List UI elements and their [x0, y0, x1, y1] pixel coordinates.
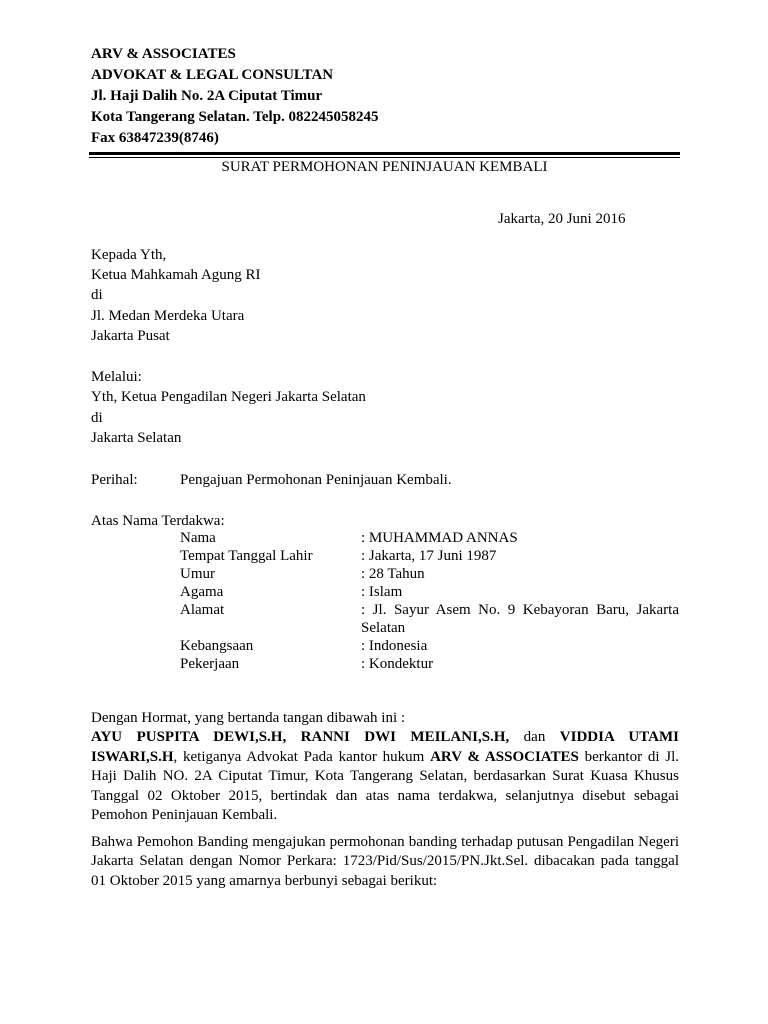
- subject-label: Perihal:: [91, 472, 138, 488]
- recipient-line: Ketua Mahkamah Agung RI: [91, 267, 261, 283]
- defendant-birth-label: Tempat Tanggal Lahir: [180, 548, 313, 564]
- defendant-birth-value: : Jakarta, 17 Juni 1987: [361, 548, 497, 564]
- recipient-line: Kepada Yth,: [91, 247, 167, 263]
- body-paragraph-2: Bahwa Pemohon Banding mengajukan permohonan banding terhadap putusan Pengadilan Negeri Jakarta Selatan dengan Nomor Perkara: 1723/Pid/Sus/2015/PN.Jkt.Sel. dibacakan pada tanggal 01 Oktober 2015 yang amarnya berbunyi sebagai berikut:: [91, 834, 679, 889]
- firm-address: Jl. Haji Dalih No. 2A Ciputat Timur: [91, 88, 323, 104]
- via-line: di: [91, 410, 103, 426]
- firm-city-phone: Kota Tangerang Selatan. Telp. 082245058245: [91, 109, 379, 125]
- defendant-nationality-label: Kebangsaan: [180, 638, 254, 654]
- via-line: Yth, Ketua Pengadilan Negeri Jakarta Selatan: [91, 389, 366, 405]
- firm-subtitle: ADVOKAT & LEGAL CONSULTAN: [91, 67, 334, 83]
- defendant-religion-value: : Islam: [361, 584, 403, 600]
- defendant-age-label: Umur: [180, 566, 215, 582]
- defendant-heading: Atas Nama Terdakwa:: [91, 513, 225, 529]
- body-paragraph-1: [91, 709, 679, 825]
- letterhead-rule-thick: [89, 152, 680, 155]
- via-line: Jakarta Selatan: [91, 430, 182, 446]
- p1-firm: ARV & ASSOCIATES: [430, 748, 579, 765]
- letter-date: Jakarta, 20 Juni 2016: [498, 211, 626, 227]
- defendant-occupation-label: Pekerjaan: [180, 656, 240, 672]
- firm-fax: Fax 63847239(8746): [91, 130, 219, 146]
- via-line: Melalui:: [91, 369, 142, 385]
- p1-mid: , ketiganya Advokat Pada kantor hukum: [173, 748, 431, 765]
- p1-rest: berkantor di Jl. Haji Dalih NO. 2A Ciputat Timur, Kota Tangerang Selatan, berdasarkan Surat Kuasa Khusus Tanggal 02 Oktober 2015, bertindak dan atas nama terdakwa, selanjutnya disebut sebagai Pemohon Peninjauan Kembali.: [91, 748, 679, 824]
- defendant-age-value: : 28 Tahun: [361, 566, 425, 582]
- defendant-occupation-value: : Kondektur: [361, 656, 434, 672]
- defendant-nationality-value: : Indonesia: [361, 638, 428, 654]
- recipient-line: di: [91, 287, 103, 303]
- letter-title: SURAT PERMOHONAN PENINJAUAN KEMBALI: [221, 159, 548, 175]
- defendant-address-label: Alamat: [180, 602, 225, 618]
- defendant-address-value: : Jl. Sayur Asem No. 9 Kebayoran Baru, Jakarta Selatan: [361, 602, 679, 636]
- recipient-line: Jl. Medan Merdeka Utara: [91, 308, 245, 324]
- defendant-name-label: Nama: [180, 530, 216, 546]
- p1-name3: VIDDIA UTAMI ISWARI,S.H: [91, 729, 679, 765]
- subject-value: Pengajuan Permohonan Peninjauan Kembali.: [180, 472, 452, 488]
- p1-dan: dan: [509, 729, 560, 746]
- firm-name: ARV & ASSOCIATES: [91, 46, 236, 62]
- p1-intro: Dengan Hormat, yang bertanda tangan dibawah ini :: [91, 710, 406, 726]
- recipient-line: Jakarta Pusat: [91, 328, 170, 344]
- defendant-name-value: : MUHAMMAD ANNAS: [361, 530, 518, 546]
- defendant-religion-label: Agama: [180, 584, 224, 600]
- p1-names: AYU PUSPITA DEWI,S.H, RANNI DWI MEILANI,S.H,: [91, 729, 510, 746]
